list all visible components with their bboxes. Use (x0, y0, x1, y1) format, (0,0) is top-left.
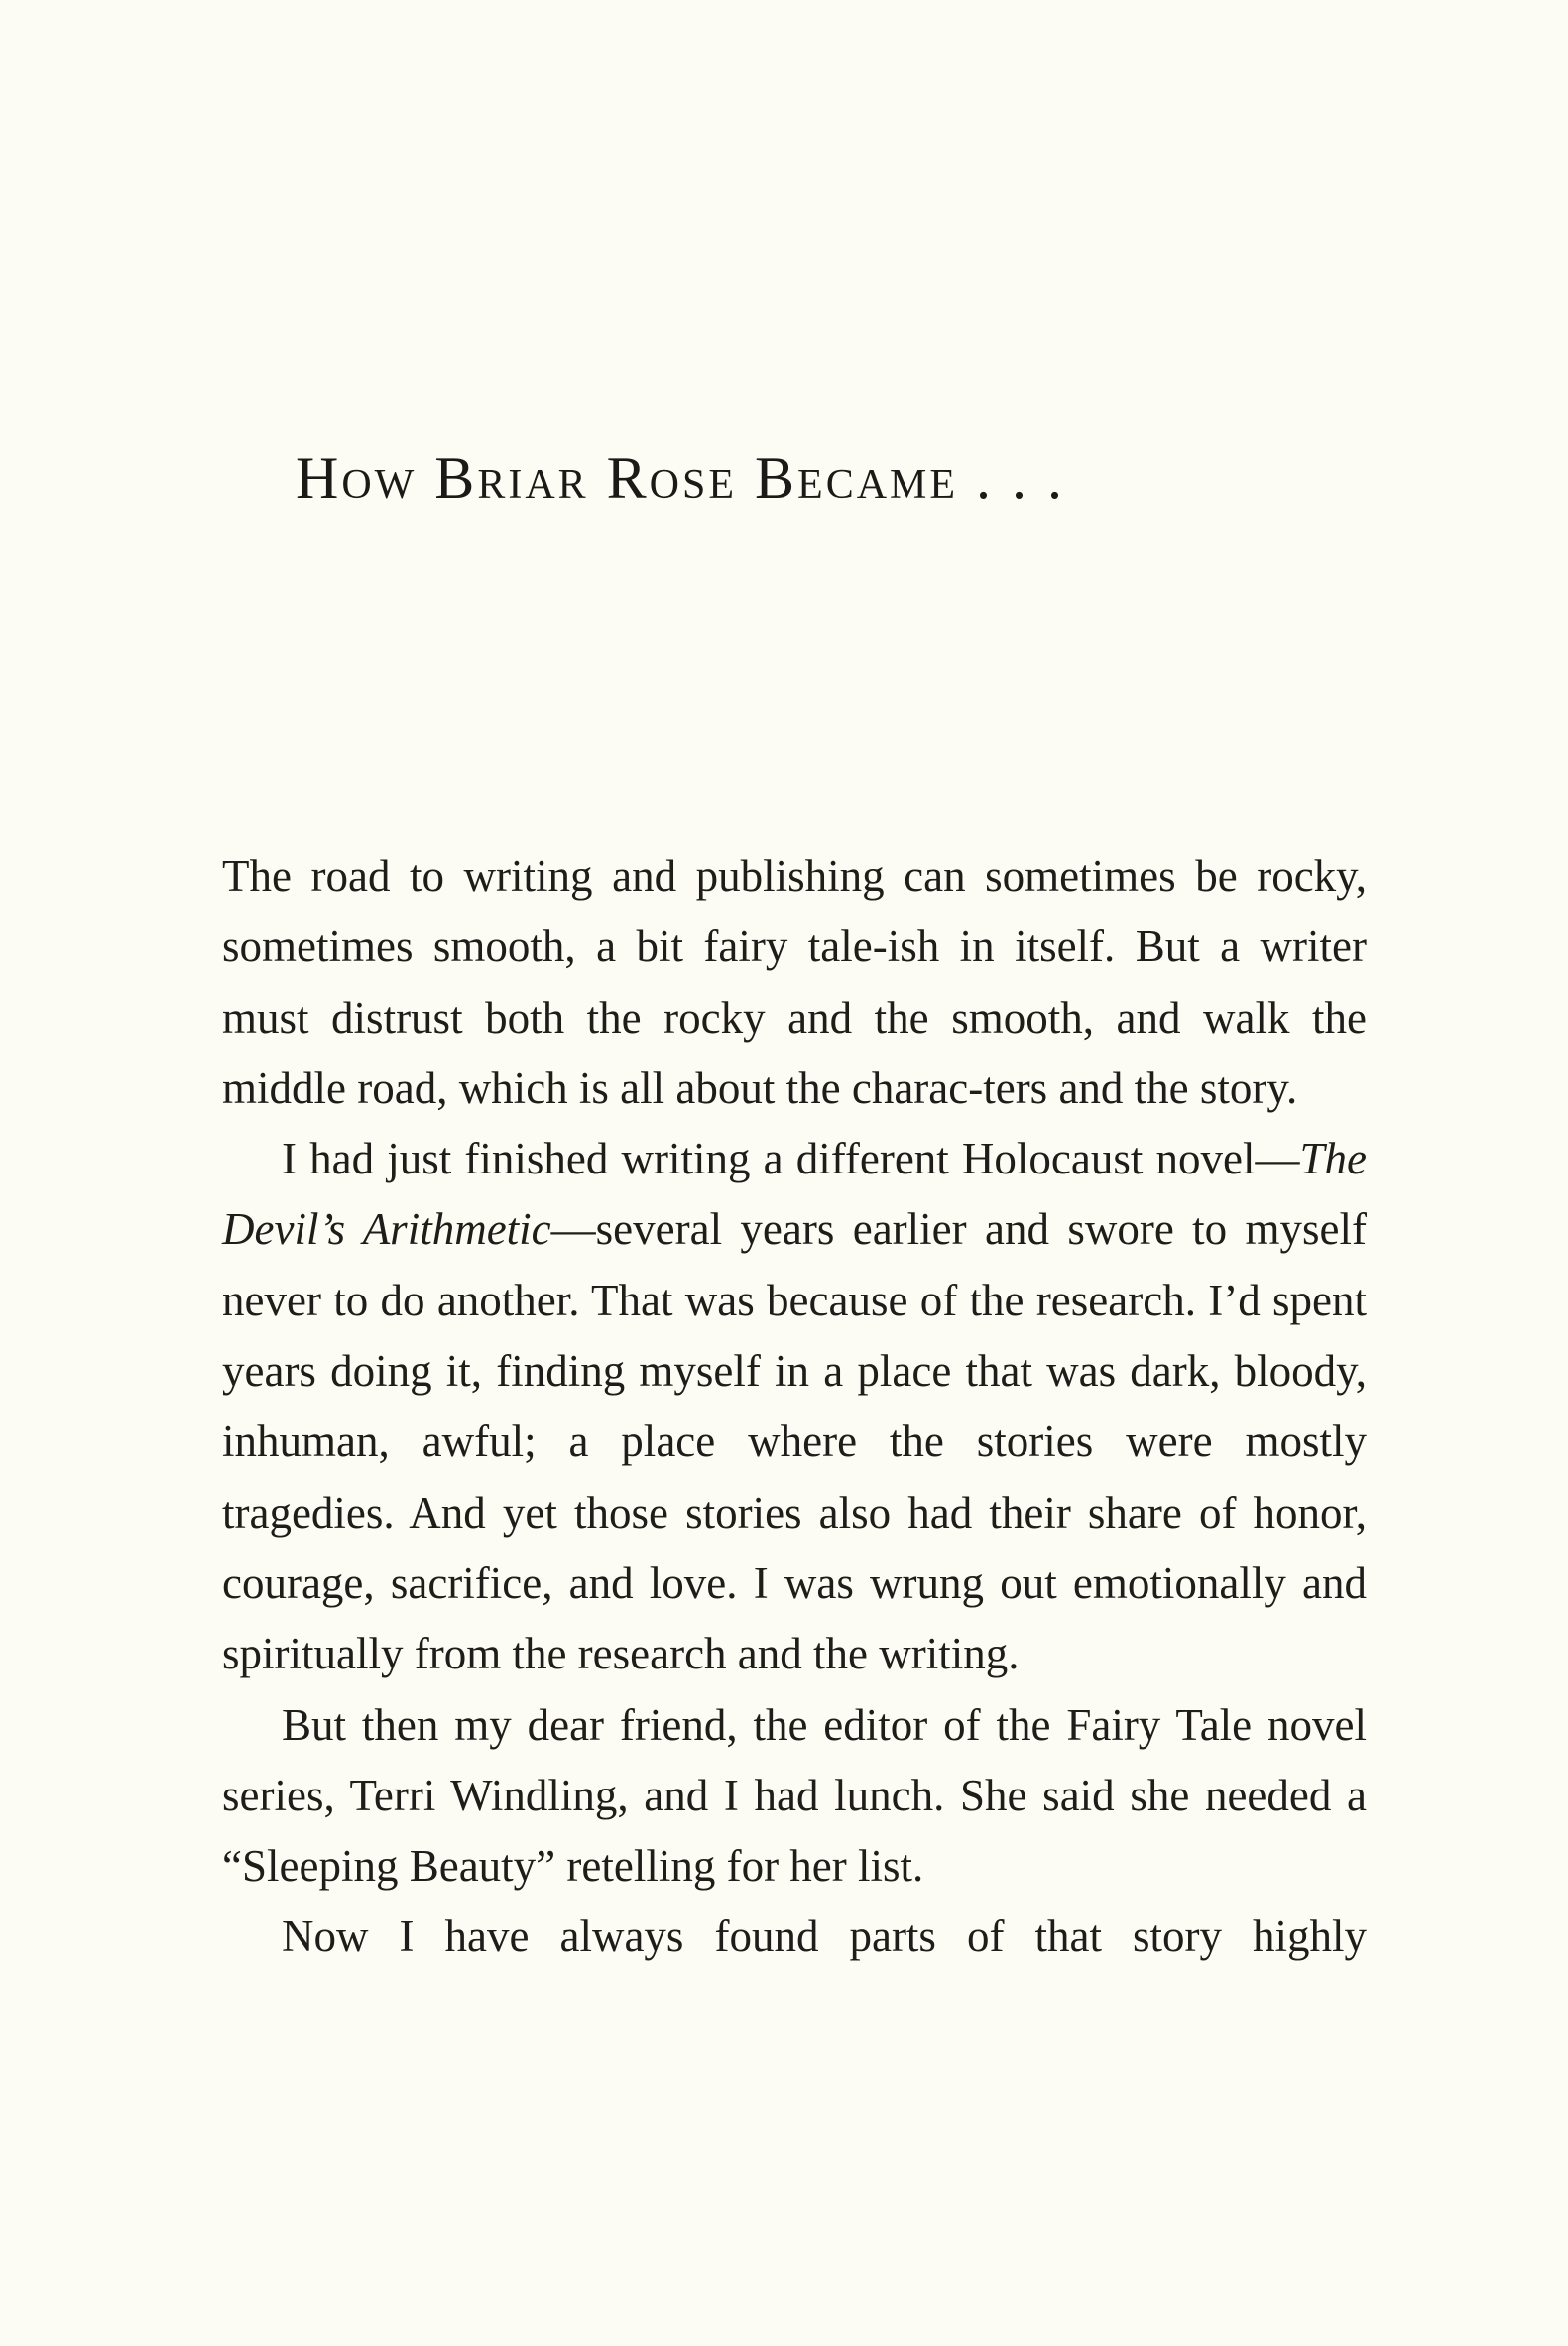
paragraph-2-text-end: —several years earlier and swore to myself never to do another. That was because of the research. I’d spent years doing it, finding myself in a place that was dark, bloody, inhuman, awful; a place where the stories were mostly tragedies. And yet those stories also had their share of honor, courage, sacrifice, and love. I was wrung out emotionally and spiritually from the research and the writing. (222, 1204, 1367, 1679)
paragraph-2 (222, 1124, 1367, 1689)
paragraph-2-text-start: I had just finished writing a different Holocaust novel— (282, 1134, 1300, 1184)
paragraph-4 (222, 1902, 1367, 1972)
paragraph-3 (222, 1690, 1367, 1903)
paragraph-1 (222, 841, 1367, 1124)
paragraph-1-text: The road to writing and publishing can sometimes be rocky, sometimes smooth, a bit fairy tale-ish in itself. But a writer must distrust both the rocky and the smooth, and walk the middle road, which is all about the charac-ters and the story. (222, 851, 1367, 1113)
book-title-italic: The Devil’s Arithmetic (222, 1134, 1367, 1255)
body-text (222, 841, 1367, 1973)
paragraph-3-text: But then my dear friend, the editor of the Fairy Tale novel series, Terri Windling, and I had lunch. She said she needed a “Sleeping Beauty” retelling for her list. (222, 1699, 1367, 1892)
chapter-title: How Briar Rose Became . . . (296, 445, 1066, 511)
paragraph-4-text: Now I have always found parts of that story highly (282, 1912, 1367, 1962)
